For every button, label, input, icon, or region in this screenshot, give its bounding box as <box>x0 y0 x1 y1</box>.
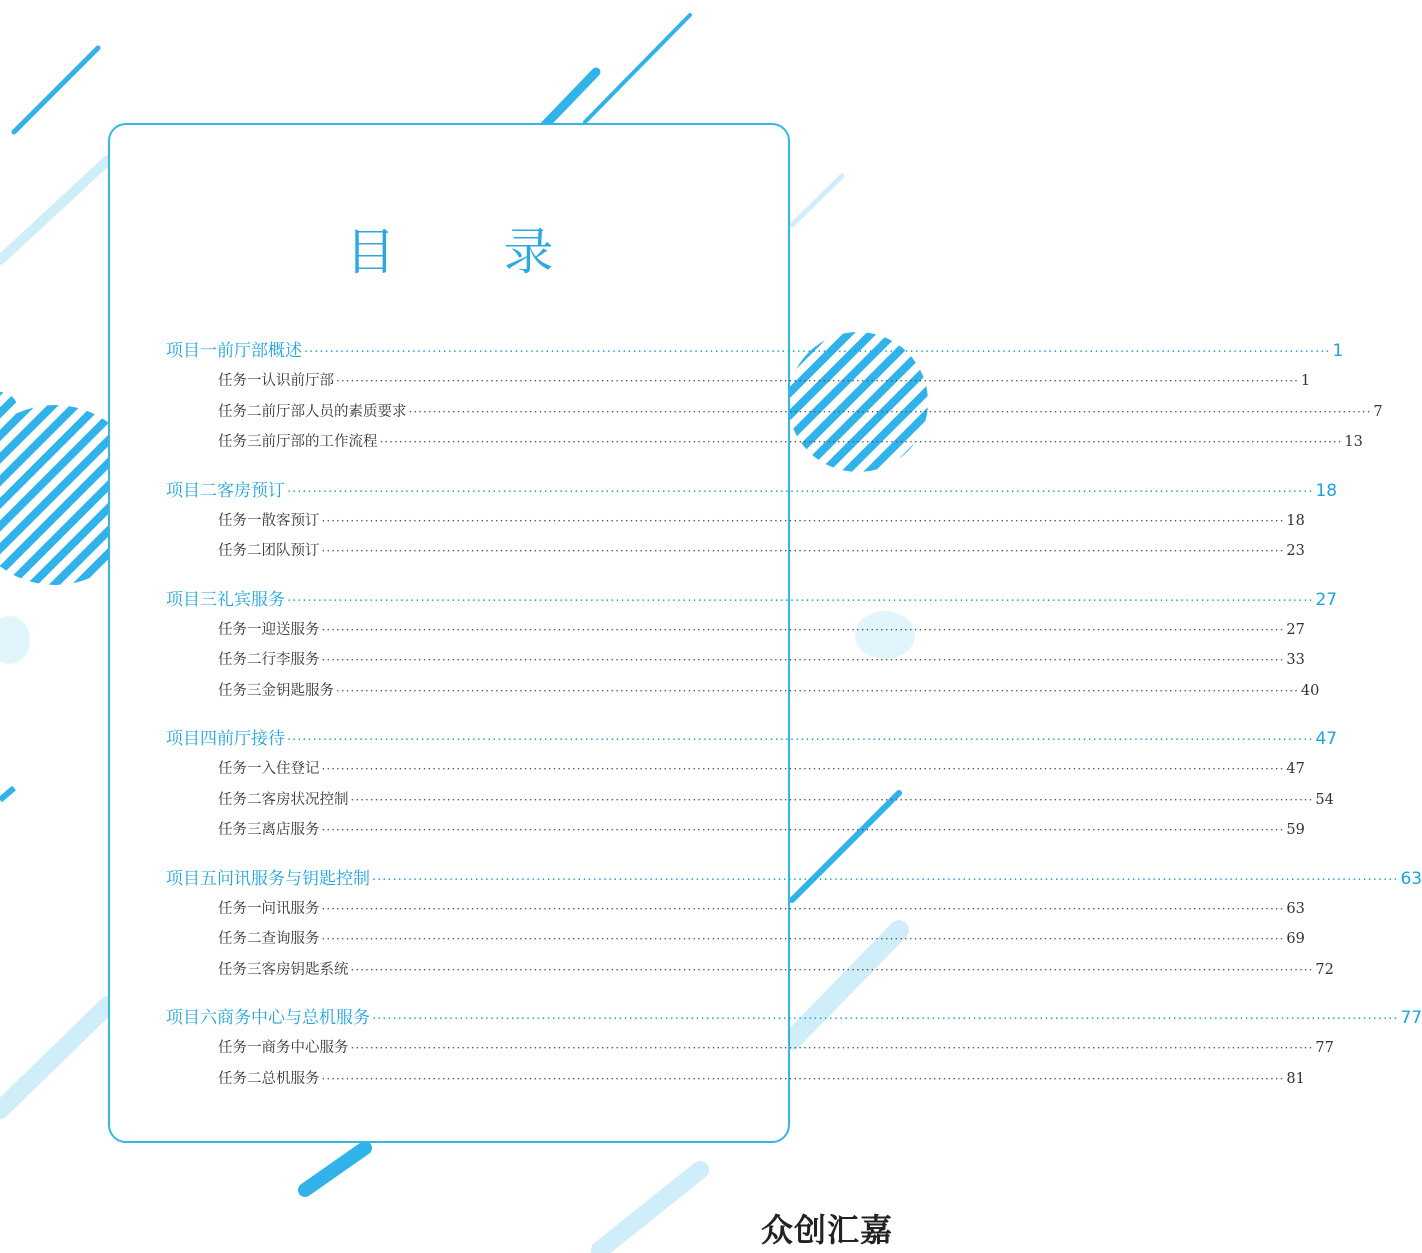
task-title: 客房钥匙系统 <box>261 961 349 978</box>
task-title: 问讯服务 <box>261 900 320 917</box>
toc-task-entry[interactable] <box>218 679 1320 700</box>
project-title: 前厅部概述 <box>217 341 302 361</box>
page-number: 63 <box>1400 868 1422 889</box>
task-label: 任务三 <box>218 434 262 450</box>
toc-project-entry[interactable] <box>166 1003 1422 1028</box>
dot-leader: ········································································································································································································ <box>350 1041 1314 1055</box>
task-label: 任务二 <box>218 652 262 668</box>
dot-leader: ········································································································································································································ <box>408 404 1372 419</box>
page-number: 23 <box>1286 543 1305 559</box>
project-title: 前厅接待 <box>217 729 285 749</box>
task-label: 任务二 <box>218 1070 262 1087</box>
task-label: 任务一 <box>218 621 262 638</box>
task-label: 任务三 <box>218 822 262 838</box>
page-number: 27 <box>1315 589 1338 610</box>
page-number: 72 <box>1315 961 1334 978</box>
dot-leader: ········································································································································································································ <box>379 435 1343 449</box>
project-title: 客房预订 <box>217 480 285 501</box>
page-number: 81 <box>1286 1070 1305 1087</box>
toc-task-entry[interactable] <box>218 788 1334 809</box>
toc-task-entry[interactable] <box>218 897 1305 918</box>
toc-task-entry[interactable] <box>218 757 1305 778</box>
toc-project-entry[interactable] <box>166 336 1344 361</box>
task-label: 任务二 <box>218 931 262 947</box>
toc-task-entry[interactable] <box>218 1067 1305 1088</box>
task-title: 认识前厅部 <box>261 373 334 389</box>
page-number: 1 <box>1300 373 1311 389</box>
page-number: 47 <box>1286 761 1305 777</box>
toc-task-entry[interactable] <box>218 618 1305 639</box>
task-title: 商务中心服务 <box>261 1040 349 1056</box>
page-number: 33 <box>1286 652 1305 668</box>
page-number: 1 <box>1332 341 1344 361</box>
dot-leader: ········································································································································································································ <box>321 513 1285 528</box>
task-label: 任务一 <box>218 900 262 917</box>
toc-project-entry[interactable] <box>166 476 1338 501</box>
project-label: 项目二 <box>166 480 217 501</box>
project-label: 项目四 <box>166 729 217 749</box>
task-title: 金钥匙服务 <box>261 682 334 699</box>
task-title: 总机服务 <box>261 1070 320 1087</box>
page-number: 40 <box>1300 682 1320 699</box>
page-number: 27 <box>1286 621 1305 638</box>
toc-task-entry[interactable] <box>218 509 1305 530</box>
task-label: 任务三 <box>218 682 262 699</box>
page-number: 47 <box>1315 729 1338 749</box>
dot-leader: ········································································································································································································ <box>336 683 1299 698</box>
task-label: 任务二 <box>218 403 262 420</box>
task-title: 迎送服务 <box>261 621 320 638</box>
page-number: 77 <box>1315 1040 1334 1056</box>
page-number: 77 <box>1400 1008 1422 1028</box>
dot-leader: ········································································································································································································ <box>372 872 1399 888</box>
dot-leader: ········································································································································································································ <box>321 622 1285 637</box>
page-number: 63 <box>1286 900 1305 917</box>
toc-task-entry[interactable] <box>218 1036 1334 1057</box>
toc-task-entry[interactable] <box>218 648 1305 669</box>
dot-leader: ········································································································································································································ <box>321 544 1285 558</box>
project-label: 项目五 <box>166 868 217 889</box>
toc-task-entry[interactable] <box>218 400 1383 421</box>
dot-leader: ········································································································································································································ <box>321 653 1285 667</box>
task-title: 入住登记 <box>261 761 320 777</box>
project-title: 商务中心与总机服务 <box>217 1008 370 1028</box>
task-title: 离店服务 <box>261 822 320 838</box>
page-number: 18 <box>1315 480 1338 501</box>
task-label: 任务一 <box>218 761 262 777</box>
dot-leader: ········································································································································································································ <box>321 1071 1285 1086</box>
task-label: 任务二 <box>218 543 262 559</box>
project-title: 礼宾服务 <box>217 589 285 610</box>
page-number: 13 <box>1344 434 1363 450</box>
task-label: 任务三 <box>218 961 262 978</box>
task-title: 客房状况控制 <box>261 791 349 808</box>
dot-leader: ········································································································································································································ <box>350 792 1314 807</box>
page-number: 54 <box>1315 791 1334 808</box>
task-title: 查询服务 <box>261 931 320 947</box>
dot-leader: ········································································································································································································ <box>304 345 1331 360</box>
project-label: 项目六 <box>166 1008 217 1028</box>
dot-leader: ········································································································································································································ <box>287 484 1314 500</box>
page-title: 目 录 <box>345 223 600 281</box>
dot-leader: ········································································································································································································ <box>321 932 1285 946</box>
dot-leader: ········································································································································································································ <box>336 374 1299 388</box>
task-label: 任务一 <box>218 1040 262 1056</box>
project-title: 问讯服务与钥匙控制 <box>217 868 370 889</box>
toc-task-entry[interactable] <box>218 430 1363 451</box>
project-label: 项目三 <box>166 589 217 610</box>
task-label: 任务二 <box>218 791 262 808</box>
project-label: 项目一 <box>166 341 217 361</box>
dot-leader: ········································································································································································································ <box>321 901 1285 916</box>
toc-task-entry[interactable] <box>218 927 1305 948</box>
task-title: 前厅部人员的素质要求 <box>261 403 407 420</box>
toc-project-entry[interactable] <box>166 724 1338 749</box>
toc-project-entry[interactable] <box>166 585 1338 610</box>
toc-project-entry[interactable] <box>166 864 1422 889</box>
task-title: 散客预订 <box>261 512 320 529</box>
watermark-logo: 众创汇嘉 <box>760 1211 893 1249</box>
dot-leader: ········································································································································································································ <box>321 762 1285 776</box>
task-title: 行李服务 <box>261 652 320 668</box>
page-number: 69 <box>1286 931 1305 947</box>
task-label: 任务一 <box>218 512 262 529</box>
toc-task-entry[interactable] <box>218 818 1305 839</box>
page-number: 59 <box>1286 822 1305 838</box>
toc-task-entry[interactable] <box>218 539 1305 560</box>
dot-leader: ········································································································································································································ <box>321 823 1285 837</box>
task-title: 前厅部的工作流程 <box>261 434 378 450</box>
toc-task-entry[interactable] <box>218 369 1311 390</box>
page-number: 7 <box>1373 403 1383 420</box>
dot-leader: ········································································································································································································ <box>350 962 1314 977</box>
dot-leader: ········································································································································································································ <box>372 1012 1399 1027</box>
toc-task-entry[interactable] <box>218 958 1334 979</box>
page-number: 18 <box>1286 512 1305 529</box>
task-label: 任务一 <box>218 373 262 389</box>
dot-leader: ········································································································································································································ <box>287 733 1314 748</box>
dot-leader: ········································································································································································································ <box>287 593 1314 609</box>
task-title: 团队预订 <box>261 543 320 559</box>
